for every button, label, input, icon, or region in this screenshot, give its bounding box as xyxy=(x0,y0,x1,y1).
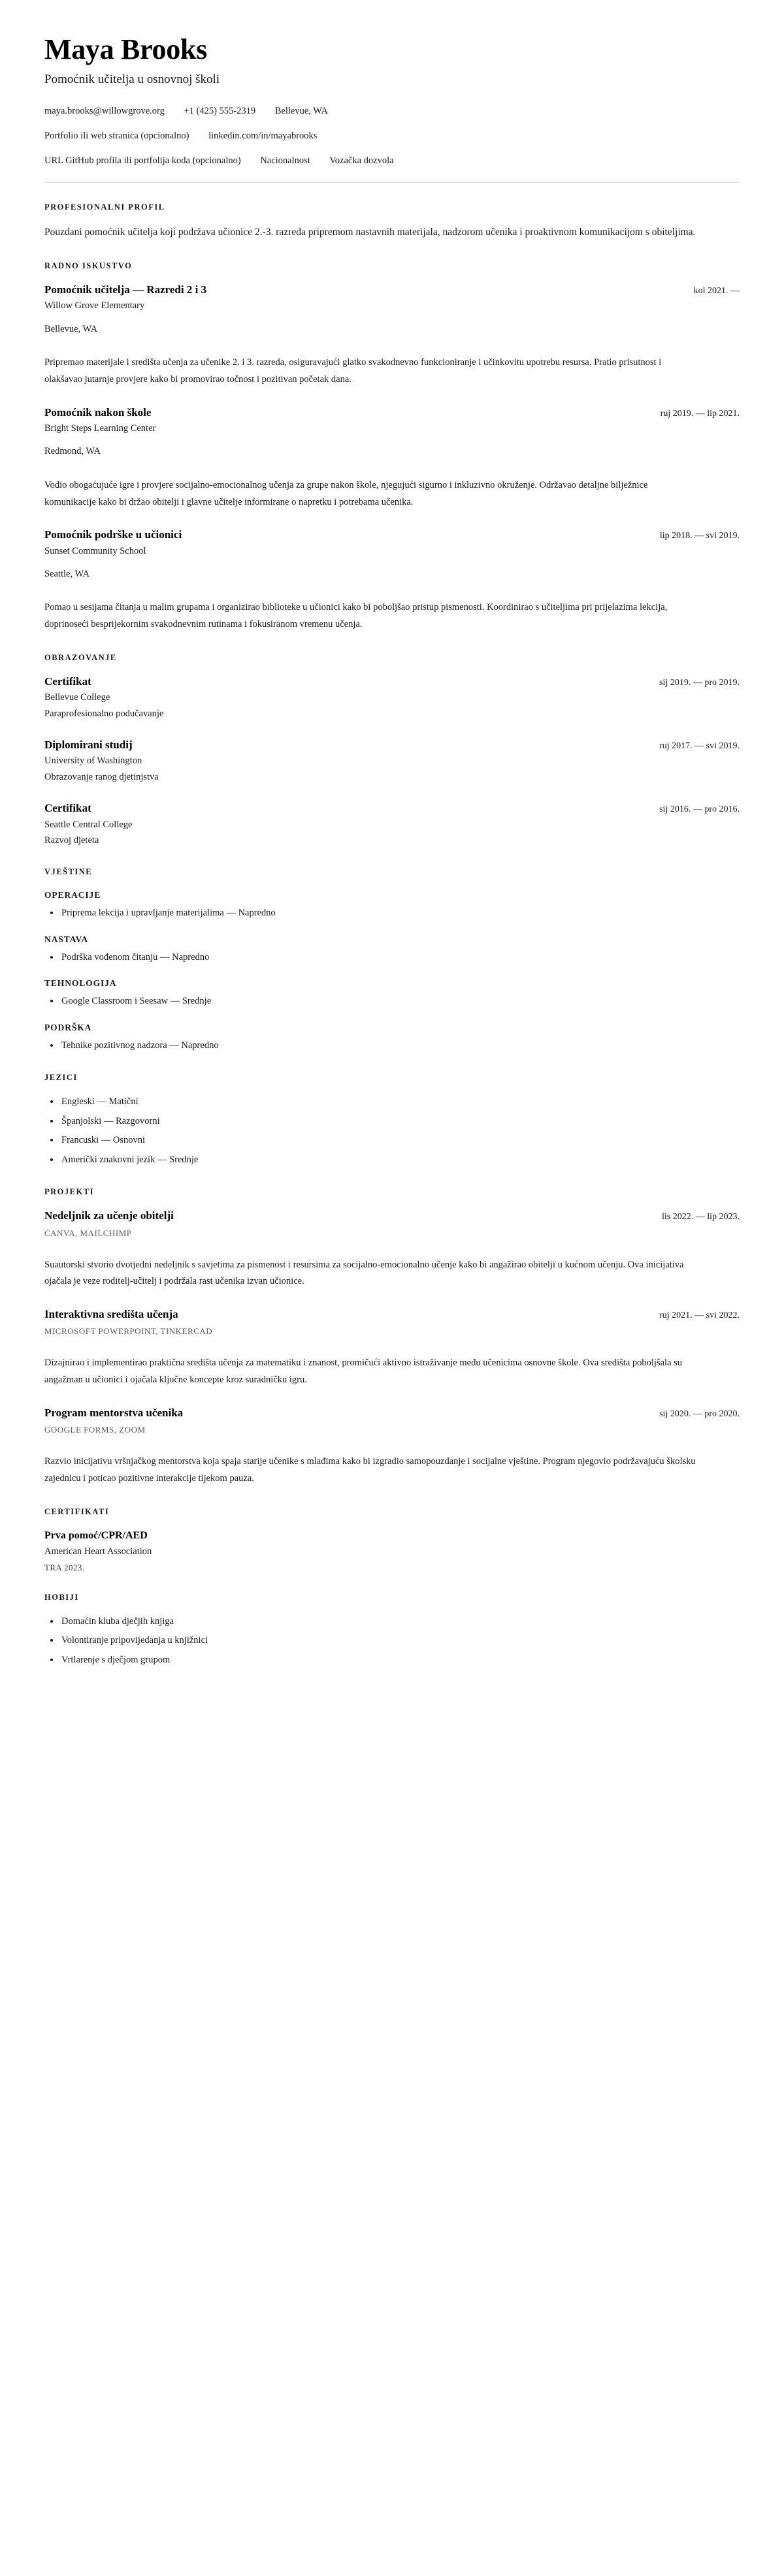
section-heading-experience: RADNO ISKUSTVO xyxy=(44,261,133,270)
contact-driving-licence: Vozačka dozvola xyxy=(329,155,394,167)
resume-header xyxy=(44,34,740,168)
experience-entry-head xyxy=(44,283,740,297)
experience-entry xyxy=(44,405,740,511)
education-entry xyxy=(44,801,740,848)
contact-phone[interactable]: +1 (425) 555-2319 xyxy=(184,106,256,117)
skill-group-label: PODRŠKA xyxy=(44,1022,92,1032)
section-professional-profile xyxy=(44,202,740,242)
experience-entry xyxy=(44,528,740,633)
project-entry-head xyxy=(44,1307,740,1322)
education-dates: sij 2016. — pro 2016. xyxy=(659,804,740,815)
experience-organization: Willow Grove Elementary xyxy=(44,300,145,311)
project-tech-stack: GOOGLE FORMS, ZOOM xyxy=(44,1425,146,1435)
section-heading-profile: PROFESIONALNI PROFIL xyxy=(44,202,165,212)
contact-line-extra xyxy=(44,154,740,168)
experience-location: Seattle, WA xyxy=(44,569,90,579)
project-entry-head xyxy=(44,1406,740,1420)
experience-job-title: Pomoćnik podrške u učionici xyxy=(44,528,182,541)
education-entry xyxy=(44,675,740,721)
experience-location: Redmond, WA xyxy=(44,446,101,457)
page-title: Maya Brooks xyxy=(44,33,207,65)
project-entry xyxy=(44,1307,740,1389)
project-entry-head xyxy=(44,1209,740,1223)
experience-dates: lip 2018. — svi 2019. xyxy=(659,531,740,541)
skill-item: Priprema lekcija i upravljanje materijalima — Napredno xyxy=(44,906,740,921)
skill-item: Tehnike pozitivnog nadzora — Napredno xyxy=(44,1038,740,1053)
skill-item: Google Classroom i Seesaw — Srednje xyxy=(44,994,740,1009)
project-description: Razvio inicijativu vršnjačkog mentorstva koja spaja starije učenike s mlađima kako bi izgradio samopouzdanje i socijalne vještine. Program njegovio podržavajuću školsku zajednicu i poticao pozitivne interakcije tijekom pauza. xyxy=(44,1456,696,1484)
section-heading-education: OBRAZOVANJE xyxy=(44,653,117,663)
skill-list xyxy=(44,1038,740,1053)
skill-item: Podrška vođenom čitanju — Napredno xyxy=(44,950,740,965)
experience-dates: ruj 2019. — lip 2021. xyxy=(660,408,740,419)
project-title: Nedeljnik za učenje obitelji xyxy=(44,1209,174,1222)
experience-entry-head xyxy=(44,528,740,542)
hobby-item: Vrtlarenje s dječjom grupom xyxy=(44,1653,740,1668)
section-heading-skills: VJEŠTINE xyxy=(44,867,93,877)
contact-line-primary xyxy=(44,104,740,118)
project-dates: lis 2022. — lip 2023. xyxy=(661,1212,740,1222)
project-entry xyxy=(44,1406,740,1487)
experience-organization: Sunset Community School xyxy=(44,545,146,556)
education-entry-head xyxy=(44,675,740,689)
experience-description: Pomao u sesijama čitanja u malim grupama i organizirao biblioteke u učionici kako bi poboljšao pristup pismenosti. Koordinirao s učiteljima pri prijelazima lekcija, doprinoseći besprijekornim svakodnevnim rutinama i fokusiranom vremenu učenja. xyxy=(44,602,668,630)
education-institution: Seattle Central College xyxy=(44,819,133,830)
section-hobbies xyxy=(44,1593,740,1668)
skill-group-support xyxy=(44,1023,740,1053)
education-institution: Bellevue College xyxy=(44,692,110,703)
contact-line-web xyxy=(44,129,740,143)
hobby-item: Volontiranje pripovijedanja u knjižnici xyxy=(44,1633,740,1648)
skill-group-technology xyxy=(44,978,740,1009)
education-entry xyxy=(44,738,740,784)
project-title: Interaktivna središta učenja xyxy=(44,1308,178,1321)
skill-list xyxy=(44,994,740,1009)
education-field: Obrazovanje ranog djetinjstva xyxy=(44,771,159,782)
language-item: Španjolski — Razgovorni xyxy=(44,1114,740,1129)
contact-linkedin[interactable]: linkedin.com/in/mayabrooks xyxy=(208,131,318,142)
project-title: Program mentorstva učenika xyxy=(44,1406,184,1419)
skill-list xyxy=(44,906,740,921)
certificate-issuer: American Heart Association xyxy=(44,1546,152,1557)
experience-entry-head xyxy=(44,405,740,420)
project-tech-stack: CANVA, MAILCHIMP xyxy=(44,1228,132,1238)
certificate-name: Prva pomoć/CPR/AED xyxy=(44,1529,148,1541)
education-degree: Certifikat xyxy=(44,675,91,688)
education-degree: Diplomirani studij xyxy=(44,739,133,752)
contact-github[interactable]: URL GitHub profila ili portfolija koda (opcionalno) xyxy=(44,155,241,167)
project-dates: ruj 2021. — svi 2022. xyxy=(659,1311,740,1321)
section-work-experience xyxy=(44,261,740,633)
section-heading-hobbies: HOBIJI xyxy=(44,1592,79,1602)
contact-location: Bellevue, WA xyxy=(274,106,328,117)
section-education xyxy=(44,653,740,848)
project-entry xyxy=(44,1209,740,1290)
hobby-item: Domaćin kluba dječjih knjiga xyxy=(44,1614,740,1629)
contact-nationality: Nacionalnost xyxy=(260,155,310,167)
header-divider xyxy=(44,182,740,183)
section-certificates xyxy=(44,1507,740,1573)
section-projects xyxy=(44,1187,740,1487)
experience-dates: kol 2021. — xyxy=(693,285,740,296)
project-description: Dizajnirao i implementirao praktična središta učenja za matematiku i znanost, promičući aktivno istraživanje među učenicima osnovne škole. Ova središta poboljšala su angažman u učionici i ojačala ključne koncepte kroz suradničku igru. xyxy=(44,1358,683,1386)
experience-organization: Bright Steps Learning Center xyxy=(44,422,156,434)
skill-group-label: TEHNOLOGIJA xyxy=(44,978,117,989)
contact-email[interactable]: maya.brooks@willowgrove.org xyxy=(44,106,165,117)
language-item: Francuski — Osnovni xyxy=(44,1133,740,1148)
experience-description: Pripremao materijale i središta učenja za učenike 2. i 3. razreda, osiguravajući glatko svakodnevno funkcioniranje i učinkovitu upotrebu resursa. Pratio prisutnost i olakšavao jutarnje provjere kako bi promovirao točnost i pozitivan početak dana. xyxy=(44,357,662,385)
professional-headline: Pomoćnik učitelja u osnovnoj školi xyxy=(44,72,220,86)
language-item: Engleski — Matični xyxy=(44,1094,740,1109)
education-dates: ruj 2017. — svi 2019. xyxy=(659,741,740,752)
education-degree: Certifikat xyxy=(44,802,91,815)
education-dates: sij 2019. — pro 2019. xyxy=(659,678,740,688)
certificate-date: TRA 2023. xyxy=(44,1562,85,1572)
skill-group-label: NASTAVA xyxy=(44,934,89,944)
hobby-list xyxy=(44,1614,740,1668)
skill-group-label: OPERACIJE xyxy=(44,890,101,900)
certificate-entry xyxy=(44,1529,740,1573)
section-languages xyxy=(44,1073,740,1168)
project-tech-stack: MICROSOFT POWERPOINT, TINKERCAD xyxy=(44,1326,213,1337)
education-entry-head xyxy=(44,801,740,816)
skill-group-instruction xyxy=(44,934,740,965)
section-heading-certificates: CERTIFIKATI xyxy=(44,1506,110,1516)
skill-list xyxy=(44,950,740,965)
project-description: Suautorski stvorio dvotjedni nedeljnik s savjetima za pismenost i resursima za socijalno-emocionalno učenje kako bi angažirao obitelji u kućnom učenju. Ova inicijativa ojačala je veze roditelj-učitelj i podržala rast učenika izvan učionice. xyxy=(44,1259,684,1287)
section-heading-projects: PROJEKTI xyxy=(44,1187,94,1197)
experience-location: Bellevue, WA xyxy=(44,323,98,334)
skill-group-operations xyxy=(44,890,740,921)
language-item: Američki znakovni jezik — Srednje xyxy=(44,1153,740,1168)
experience-description: Vodio obogaćujuće igre i provjere socijalno-emocionalnog učenja za grupe nakon škole, njegujući sigurno i inkluzivno okruženje. Održavao detaljne bilježnice komunikacije kako bi držao obitelji i glavne učitelje informirane o napretku i potrebama učenika. xyxy=(44,479,648,507)
section-heading-languages: JEZICI xyxy=(44,1073,78,1083)
education-field: Paraprofesionalno podučavanje xyxy=(44,708,164,719)
experience-job-title: Pomoćnik učitelja — Razredi 2 i 3 xyxy=(44,283,207,296)
profile-summary-text: Pouzdani pomoćnik učitelja koji podržava učionice 2.-3. razreda pripremom nastavnih materijala, nadzorom učenika i proaktivnom komunikacijom s obiteljima. xyxy=(44,227,696,238)
contact-portfolio[interactable]: Portfolio ili web stranica (opcionalno) xyxy=(44,131,189,142)
language-list xyxy=(44,1094,740,1168)
education-field: Razvoj djeteta xyxy=(44,835,99,846)
experience-job-title: Pomoćnik nakon škole xyxy=(44,405,152,419)
education-institution: University of Washington xyxy=(44,755,142,767)
education-entry-head xyxy=(44,738,740,752)
section-skills xyxy=(44,867,740,1053)
project-dates: sij 2020. — pro 2020. xyxy=(659,1408,740,1419)
experience-entry xyxy=(44,283,740,389)
